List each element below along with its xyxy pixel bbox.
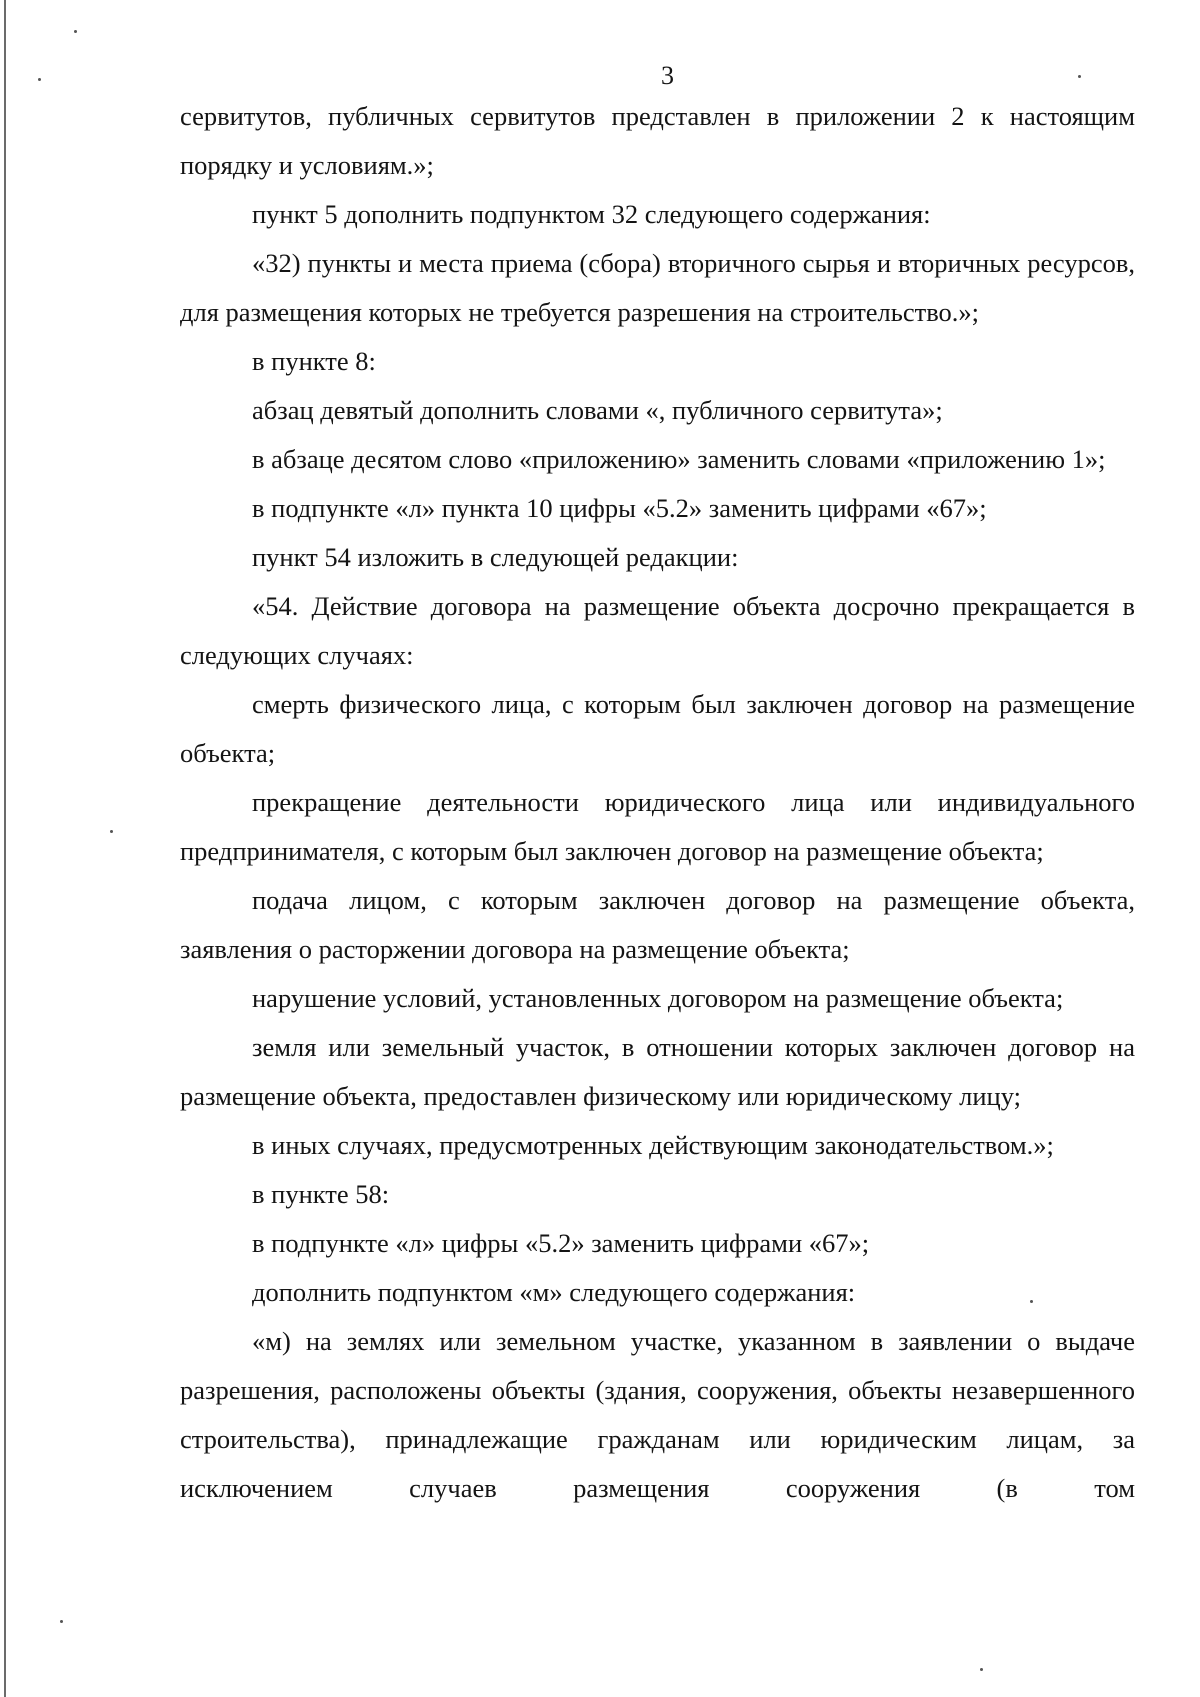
scan-speck bbox=[74, 30, 77, 33]
scan-speck bbox=[38, 78, 41, 81]
paragraph-servitude-continuation: сервитутов, публичных сервитутов представлен в приложении 2 к настоящим порядку и условиям.»; bbox=[180, 101, 1135, 180]
paragraph-case-violation: нарушение условий, установленных договором на размещение объекта; bbox=[252, 983, 1064, 1013]
paragraph-case-other: в иных случаях, предусмотренных действующим законодательством.»; bbox=[252, 1130, 1054, 1160]
paragraph-point-54-text: «54. Действие договора на размещение объекта досрочно прекращается в следующих случаях: bbox=[180, 591, 1135, 670]
document-page bbox=[180, 60, 1135, 1513]
paragraph-point-58: в пункте 58: bbox=[252, 1179, 390, 1209]
paragraph-ninth-abzac: абзац девятый дополнить словами «, публичного сервитута»; bbox=[252, 395, 943, 425]
paragraph-point-8: в пункте 8: bbox=[252, 346, 376, 376]
paragraph-add-subpoint-m: дополнить подпунктом «м» следующего содержания: bbox=[252, 1277, 856, 1307]
scan-speck bbox=[60, 1620, 63, 1623]
paragraph-tenth-abzac: в абзаце десятом слово «приложению» заменить словами «приложению 1»; bbox=[252, 444, 1106, 474]
scan-speck bbox=[1078, 75, 1081, 78]
paragraph-point-10-subpoint-l: в подпункте «л» пункта 10 цифры «5.2» заменить цифрами «67»; bbox=[252, 493, 987, 523]
paragraph-subpoint-m-text: «м) на землях или земельном участке, указанном в заявлении о выдаче разрешения, расположены объекты (здания, сооружения, объекты незавершенного строительства), принадлежащие гражданам или юридическим лицам, за исключением случаев размещения сооружения (в том bbox=[180, 1326, 1135, 1503]
scan-speck bbox=[980, 1668, 983, 1671]
paragraph-case-death: смерть физического лица, с которым был заключен договор на размещение объекта; bbox=[180, 689, 1135, 768]
scan-speck bbox=[1030, 1300, 1033, 1303]
scan-speck bbox=[110, 830, 113, 833]
paragraph-point-5-amendment: пункт 5 дополнить подпунктом 32 следующего содержания: bbox=[252, 199, 931, 229]
paragraph-case-land-granted: земля или земельный участок, в отношении которых заключен договор на размещение объекта, предоставлен физическому или юридическому лицу; bbox=[180, 1032, 1135, 1111]
paragraph-case-termination: прекращение деятельности юридического лица или индивидуального предпринимателя, с которым был заключен договор на размещение объекта; bbox=[180, 787, 1135, 866]
paragraph-case-application: подача лицом, с которым заключен договор на размещение объекта, заявления о расторжении договора на размещение объекта; bbox=[180, 885, 1135, 964]
paragraph-point-54-heading: пункт 54 изложить в следующей редакции: bbox=[252, 542, 739, 572]
paragraph-subpoint-32: «32) пункты и места приема (сбора) вторичного сырья и вторичных ресурсов, для размещения которых не требуется разрешения на строительство.»; bbox=[180, 248, 1135, 327]
paragraph-point-58-subpoint-l: в подпункте «л» цифры «5.2» заменить цифрами «67»; bbox=[252, 1228, 870, 1258]
scan-left-edge bbox=[4, 0, 6, 1697]
page-number: 3 bbox=[661, 61, 674, 90]
